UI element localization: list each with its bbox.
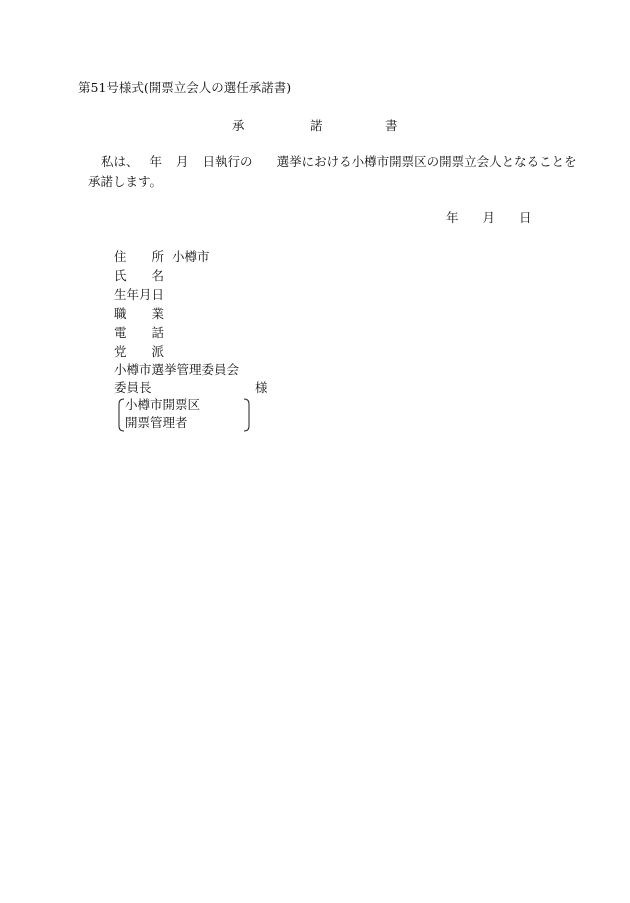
body-segment-month: 月 (176, 154, 189, 169)
body-segment-watashiwa: 私は、 (101, 154, 139, 169)
election-committee-name: 小樽市選挙管理委員会 (114, 362, 240, 377)
body-segment-day-held: 日執行の (202, 154, 253, 169)
signature-date-row (446, 212, 532, 225)
form-number-heading: 第51号様式(開票立会人の選任承諾書) (78, 80, 292, 95)
honorific-sama: 様 (255, 380, 268, 395)
party-label: 党 派 (114, 344, 165, 359)
body-segment-election-text: 選挙における小樽市開票区の開票立会人となることを (276, 154, 577, 169)
document-title-char-1: 承 (232, 118, 245, 133)
birthdate-label: 生年月日 (114, 287, 165, 302)
document-title-char-2: 諾 (310, 118, 323, 133)
occupation-label: 職 業 (114, 306, 165, 321)
address-label: 住 所 (114, 249, 165, 264)
date-month-label: 月 (482, 210, 496, 225)
name-label: 氏 名 (114, 268, 165, 283)
document-title-char-3: 書 (385, 118, 398, 133)
counting-district-name: 小樽市開票区 (125, 397, 201, 412)
counting-manager-label: 開票管理者 (125, 415, 188, 430)
date-day-label: 日 (519, 210, 532, 225)
address-value: 小樽市 (172, 249, 210, 264)
body-text-line-1 (101, 156, 577, 169)
chairman-label: 委員長 (114, 380, 152, 395)
body-segment-year: 年 (149, 154, 163, 169)
phone-label: 電 話 (114, 325, 165, 340)
body-text-line-2: 承諾します。 (88, 174, 163, 189)
date-year-label: 年 (446, 210, 459, 225)
